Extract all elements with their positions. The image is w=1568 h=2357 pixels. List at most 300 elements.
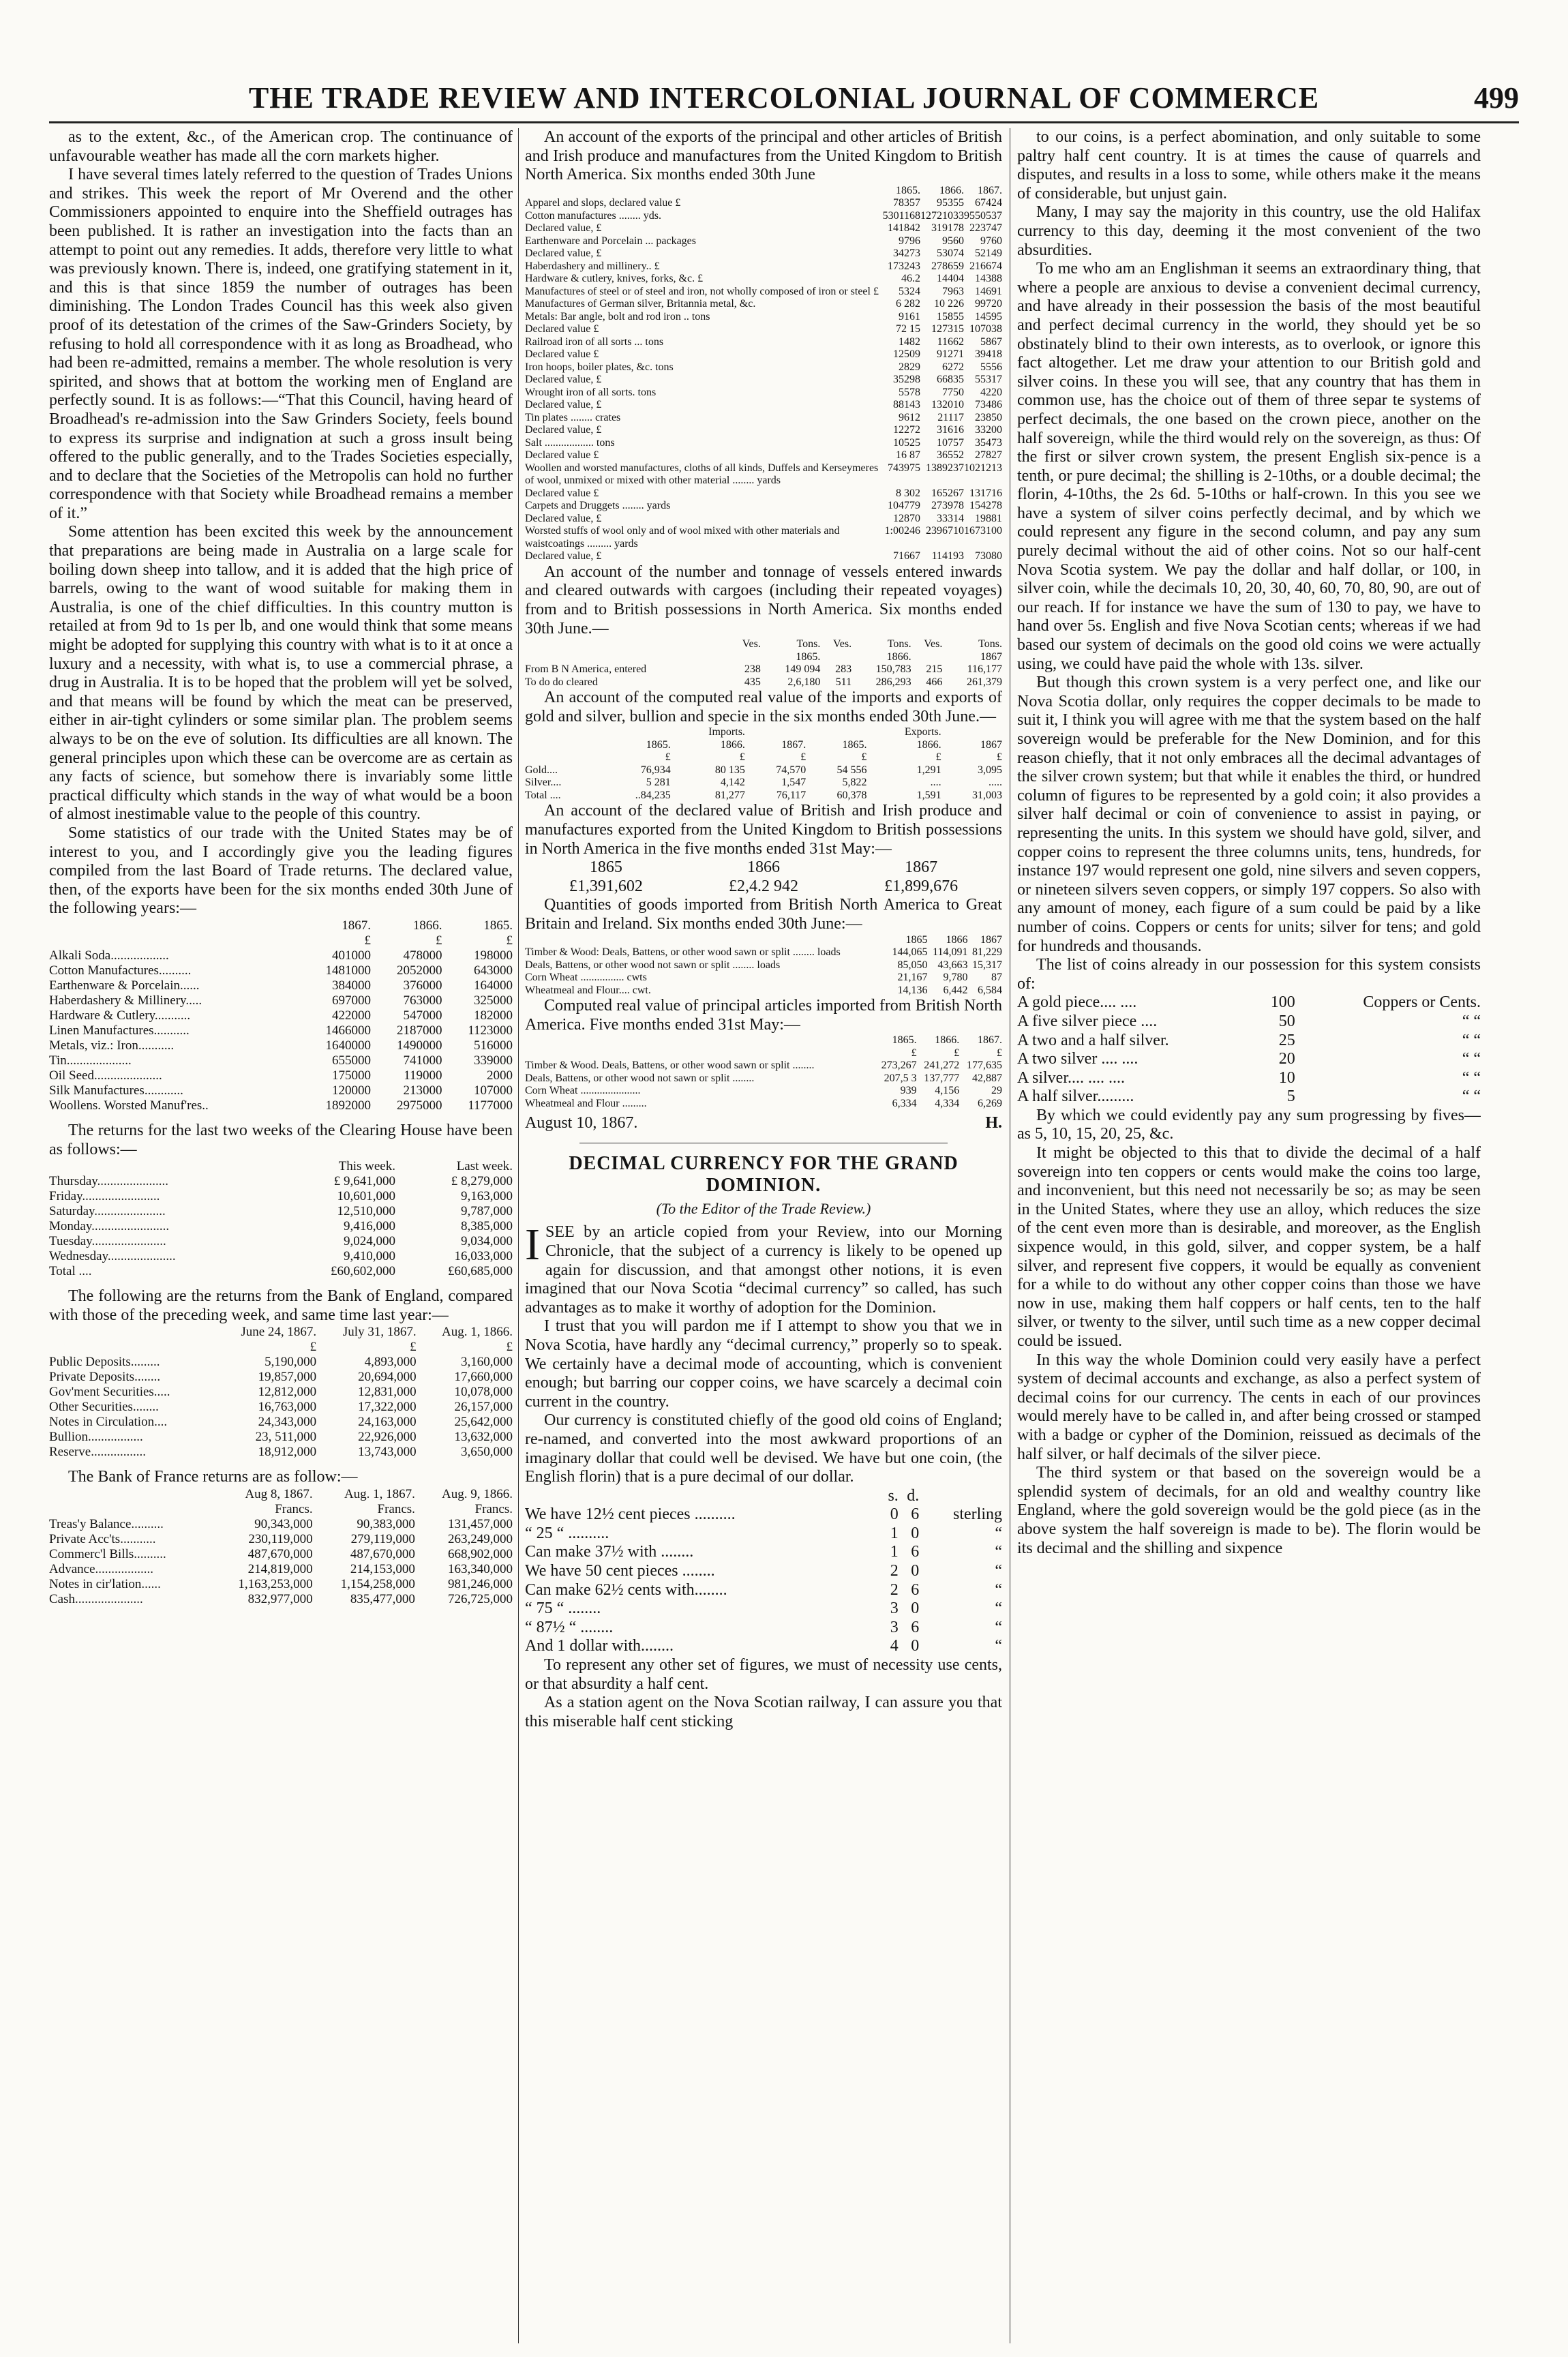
table-row — [49, 1355, 513, 1370]
cell-value — [745, 726, 806, 739]
cell-value: 1867. — [978, 1034, 1002, 1047]
row-label: Hardware & cutlery, knives, forks, &c. £ — [525, 273, 704, 285]
cell-value: 21,167 — [897, 972, 928, 983]
table-row — [525, 1600, 1002, 1619]
cell-value: 12509 — [893, 348, 920, 361]
cell-value: 6,334 — [892, 1097, 917, 1109]
paragraph: Many, I may say the majority in this country, use the old Halifax currency to this day, deeming it the most convenient of the two absurdities. — [1017, 203, 1481, 259]
cell-value: 120000 — [332, 1083, 372, 1098]
cell-value: Aug. 1, 1867. — [344, 1486, 415, 1501]
cell-value: 90,383,000 — [357, 1516, 415, 1531]
cell-value: £ 9,641,000 — [333, 1174, 395, 1189]
column-3-paragraphs — [1017, 128, 1481, 993]
cell-value: 76,117 — [776, 789, 806, 801]
cell-value: £ — [436, 933, 442, 948]
cell-value: 29 — [991, 1085, 1002, 1097]
article-paragraph-2: I trust that you will pardon me if I attempt to show you that we in Nova Scotia, have hardly any “decimal currency,” properly so to speak. We certainly have a decimal mode of accounting, which is convenient enough; but barring our copper coins, we have scarcely a decimal coin current in the country. — [525, 1317, 1002, 1411]
cell-value: 131,457,000 — [448, 1516, 513, 1531]
cell-value: 13,743,000 — [358, 1445, 417, 1460]
table-header-row — [525, 726, 1002, 739]
table-row — [525, 462, 1002, 487]
cell-value: July 31, 1867. — [342, 1325, 417, 1340]
row-label: Declared value £ — [525, 323, 599, 335]
cell-value: 1865 — [905, 933, 928, 946]
cell-value: 278659 — [931, 260, 964, 272]
cell-value: s. — [888, 1486, 899, 1505]
table-row — [525, 449, 1002, 462]
row-label: Carpets and Druggets ........ yards — [525, 500, 671, 512]
paragraph: It might be objected to this that to divide the decimal of a half sovereign into ten coppers or cents would make the coins too large, and inconvenient, but this need not necessarily be so; as may be seen in the United States, where they use an alloy, which reduces the size of the cent even more than is desirable, and moreover, as the English sixpence would, in this gold, silver, and copper system, be a half silver, and represent five coppers, it would be equally as convenient for a while to do without any other copper coins than those we have now in use, making them half coppers or half cents, ten to the half silver, or twenty to the silver, until such time as a new copper decimal could be issued. — [1017, 1144, 1481, 1350]
cell-value: Imports. — [708, 726, 745, 738]
row-label: Total .... — [49, 1264, 92, 1279]
cell-value: 7750 — [942, 386, 964, 398]
cell-value: £ — [665, 751, 671, 764]
cell-value: 114,091 — [933, 946, 968, 958]
coin-list-table — [1017, 993, 1481, 1107]
cell-value: 116,177 — [967, 663, 1002, 676]
row-label: Tin.................... — [49, 1053, 132, 1068]
row-label: From B N America, entered — [525, 663, 647, 676]
cell-value: 273,267 — [881, 1060, 917, 1072]
cell-value: 132010 — [931, 399, 964, 411]
cell-value: 5867 — [980, 335, 1002, 348]
quantities-intro: Quantities of goods imported from British North America to Great Britain and Ireland. Six months ended 30th June:— — [525, 896, 1002, 933]
cell-value: 175000 — [332, 1068, 372, 1083]
paragraph: to our coins, is a perfect abomination, and only suitable to some paltry half cent country. It is at times the cause of quarrels and disputes, and results in a loss to some, while others make it the means of considerable, but unjust gain. — [1017, 128, 1481, 202]
cell-value: 12272 — [893, 424, 920, 436]
cell-value: 34273 — [893, 247, 920, 260]
cell-value: 478000 — [403, 948, 442, 963]
cell-value: 14691 — [975, 285, 1002, 297]
computed-intro: Computed real value of principal articles imported from British North America. Five months ended 31st May:— — [525, 997, 1002, 1034]
cell-value: 76,934 — [640, 764, 671, 776]
cell-value: 0 — [911, 1637, 920, 1655]
cell-value: 35473 — [975, 436, 1002, 449]
table-header-row — [525, 185, 1002, 198]
cell-value: 763000 — [403, 993, 442, 1008]
table-row — [49, 1249, 513, 1264]
cell-value: 73080 — [975, 550, 1002, 562]
table-row — [525, 361, 1002, 374]
row-label: Apparel and slops, declared value £ — [525, 197, 681, 209]
cell-value: £ — [997, 1047, 1002, 1059]
article-paragraph-5: As a station agent on the Nova Scotian railway, I can assure you that this miserable half cent sticking — [525, 1694, 1002, 1730]
cell-value: “ “ — [1462, 1031, 1481, 1049]
table-row — [525, 1505, 1002, 1525]
cell-value: 4,156 — [935, 1085, 960, 1097]
cell-value: 100 — [1270, 993, 1295, 1012]
paragraph: Some statistics of our trade with the United States may be of interest to you, and I accordingly give you the leading figures compiled from the last Board of Trade returns. The declared value, then, of the exports have been for the six months ended 30th June of the following years:— — [49, 824, 513, 918]
cell-value: 1,291 — [916, 764, 941, 776]
coins-table — [525, 1487, 1002, 1656]
table-row — [525, 500, 1002, 513]
cell-value: This week. — [338, 1159, 395, 1174]
cell-value: 238 — [744, 663, 761, 676]
paragraph: The list of coins already in our possession for this system consists of: — [1017, 956, 1481, 993]
row-label: Total .... — [525, 789, 561, 801]
row-label: £1,391,602 — [569, 877, 643, 895]
table-row — [525, 1060, 1002, 1072]
row-label: Deals, Battens, or other wood not sawn or split ........ loads — [525, 959, 781, 971]
cell-value: 127315 — [931, 323, 964, 335]
cell-value: 9,024,000 — [344, 1234, 395, 1249]
cell-value: 1,591 — [916, 789, 941, 801]
table-row — [525, 311, 1002, 324]
cell-value: 23850 — [975, 411, 1002, 423]
cell-value: 24,343,000 — [258, 1415, 317, 1430]
table-row — [525, 487, 1002, 500]
table-row — [49, 1385, 513, 1400]
cell-value — [941, 726, 1002, 739]
cell-value: 31616 — [937, 424, 964, 436]
column-3 — [1017, 128, 1481, 2343]
cell-value: 36552 — [937, 449, 964, 462]
table-row — [49, 1370, 513, 1385]
row-label: Declared value, £ — [525, 399, 602, 411]
cell-value: 17,322,000 — [358, 1400, 417, 1415]
table-row — [1017, 1087, 1481, 1107]
signature-line — [525, 1114, 1002, 1133]
cell-value: 1865. — [842, 738, 867, 751]
cell-value: £60,685,000 — [448, 1264, 513, 1279]
row-label: Commerc'l Bills.......... — [49, 1546, 166, 1561]
cell-value: 9,410,000 — [344, 1249, 395, 1264]
cell-value — [820, 651, 851, 664]
table-header-row — [49, 1502, 513, 1517]
table-row — [49, 1547, 513, 1562]
table-header-row — [525, 751, 1002, 764]
row-label — [525, 739, 599, 752]
header-rule — [49, 121, 1519, 123]
cell-value: 74,570 — [776, 764, 806, 776]
cell-value: 19,857,000 — [258, 1370, 317, 1385]
cell-value: 9161 — [899, 310, 920, 322]
article-byline: (To the Editor of the Trade Review.) — [656, 1199, 871, 1217]
cell-value: 1482 — [899, 335, 920, 348]
cell-value: 741000 — [403, 1053, 442, 1068]
row-label: Deals, Battens, or other wood not sawn or split ........ — [525, 1072, 755, 1084]
cell-value: 4 — [890, 1637, 899, 1655]
cell-value: 21117 — [937, 411, 964, 423]
table-row — [525, 437, 1002, 450]
cell-value: 1892000 — [325, 1098, 372, 1113]
cell-value: 1865. — [796, 650, 821, 663]
row-label: Private Acc'ts........... — [49, 1531, 156, 1546]
cell-value: 1867 — [980, 738, 1002, 751]
cell-value: 743975 — [888, 462, 920, 474]
table-row — [49, 1068, 513, 1083]
table-header-row — [525, 638, 1002, 651]
cell-value: 511 — [835, 676, 852, 688]
cell-value: 214,153,000 — [350, 1561, 415, 1576]
row-label: Earthenware and Porcelain ... packages — [525, 235, 696, 247]
cell-value: 207,5 3 — [884, 1072, 917, 1084]
table-row — [49, 1415, 513, 1430]
row-label: Hardware & Cutlery........... — [49, 1008, 191, 1023]
cell-value: 0 — [911, 1562, 920, 1580]
table-row — [525, 247, 1002, 260]
cell-value: sterling — [953, 1505, 1002, 1524]
cell-value: 14388 — [975, 273, 1002, 285]
cell-value: 5578 — [899, 386, 920, 398]
cell-value: “ — [995, 1600, 1002, 1618]
paragraph: By which we could evidently pay any sum progressing by fives—as 5, 10, 15, 20, 25, &c. — [1017, 1106, 1481, 1143]
cell-value: 149 094 — [785, 663, 821, 676]
row-label — [49, 1159, 278, 1174]
cell-value: 279,119,000 — [350, 1531, 415, 1546]
cell-value: 2,6,180 — [787, 676, 821, 688]
paragraph: To me who am an Englishman it seems an extraordinary thing, that where a people are anxious to devise a convenient decimal currency, and have already in their possession the basis of the most beautiful and perfect decimal currency in the world, they should yet be so obstinately blind to their own interests, as to overlook, or ignore this fact altogether. Let me draw your attention to our British gold and silver coins. In these you will see, that any country that has them in common use, has the choice out of them of three separ te systems of perfect decimals, the one based on the crown piece, another on the half sovereign, while the third would rely on the sovereign, as thus: Of the first or silver crown system, the present English six-pence is a tenth, or pure decimal; the shilling is 2-10ths, or a double decimal; the florin, 4-10ths, the 2s 6d. 5-10ths or half-crown. In this you see we have a system of silver coins perfectly decimal, and by which we could represent any figure in the second column, and pay any sum purely decimal without the aid of other coins. Not so our half-cent Nova Scotia system. We pay the dollar and half dollar, or 100, in silver coin, while the decimals 10, 20, 30, 40, 60, 70, 80, 90, are out of our reach. If for instance we have the sum of 130 to pay, we have to hand over 5s. English and five Nova Scotian cents; whereas if we had based our system of decimals on the good old coins we were actually using, we could have paid the whole with 13s. silver. — [1017, 260, 1481, 673]
row-label — [525, 638, 729, 651]
cell-value: 25,642,000 — [454, 1415, 513, 1430]
cell-value: “ — [995, 1618, 1002, 1636]
cell-value: 6,442 — [943, 984, 968, 996]
table-row — [49, 1532, 513, 1547]
table-row — [49, 1189, 513, 1204]
table-row — [525, 1085, 1002, 1098]
cell-value: 90,343,000 — [254, 1516, 313, 1531]
cell-value: 87 — [991, 972, 1002, 983]
cell-value: 1866 — [946, 933, 968, 946]
cell-value: 516000 — [474, 1038, 513, 1053]
quantities-table — [525, 934, 1002, 997]
cell-value: Exports. — [904, 726, 941, 738]
table-header-row — [49, 1340, 513, 1355]
cell-value: 73486 — [975, 399, 1002, 411]
cell-value: 39418 — [975, 348, 1002, 361]
cell-value: 91271 — [937, 348, 964, 361]
row-label: A half silver......... — [1017, 1087, 1134, 1106]
cell-value: 54 556 — [836, 764, 867, 776]
cell-value: “ “ — [1462, 1012, 1481, 1030]
cell-value: 376000 — [403, 978, 442, 993]
row-label — [525, 1034, 874, 1047]
cell-value: Aug 8, 1867. — [245, 1486, 313, 1501]
row-label: Oil Seed..................... — [49, 1068, 162, 1083]
cell-value: 11662 — [937, 335, 964, 348]
table-row — [525, 197, 1002, 210]
cell-value: 1867. — [781, 738, 806, 751]
row-label: Timber & Wood. Deals, Battens, or other wood sawn or split ........ — [525, 1060, 815, 1072]
cell-value: 263,249,000 — [448, 1531, 513, 1546]
cell-value: 339000 — [474, 1053, 513, 1068]
cell-value — [911, 651, 943, 664]
table-row — [1017, 1050, 1481, 1069]
row-label: A gold piece.... .... — [1017, 993, 1137, 1012]
drop-cap: I — [525, 1220, 540, 1270]
cell-value: 198000 — [474, 948, 513, 963]
exports-us-table — [49, 918, 513, 1113]
cell-value: 3 — [890, 1600, 899, 1618]
declared-value-table — [525, 858, 1002, 896]
cell-value: 487,670,000 — [350, 1546, 415, 1561]
row-label: Declared value £ — [525, 348, 599, 361]
row-label: Declared value £ — [525, 449, 599, 462]
row-label: Woollens. Worsted Manuf'res.. — [49, 1098, 209, 1113]
cell-value: “ — [995, 1637, 1002, 1655]
cell-value: £60,602,000 — [331, 1264, 395, 1279]
cell-value: 261,379 — [967, 676, 1002, 688]
table-row — [49, 993, 513, 1008]
cell-value: 1867 — [980, 933, 1002, 946]
cell-value: 10757 — [937, 436, 964, 449]
table-row — [1017, 1032, 1481, 1051]
article-paragraph-3: Our currency is constituted chiefly of the good old coins of England; re-named, and converted into the most awkward proportions of an imaginary dollar that could well be devised. We have but one coin, (the English florin) that is a pure decimal of our dollar. — [525, 1411, 1002, 1486]
cell-value: 9,034,000 — [461, 1234, 513, 1249]
cell-value: Francs. — [474, 1501, 513, 1516]
table-row — [525, 323, 1002, 336]
table-row — [49, 1038, 513, 1053]
table-row — [525, 972, 1002, 985]
cell-value: 325000 — [474, 993, 513, 1008]
cell-value: 9550537 — [964, 209, 1002, 222]
row-label — [525, 751, 599, 764]
cell-value: £ 8,279,000 — [451, 1174, 513, 1189]
row-label: Can make 62½ cents with........ — [525, 1580, 727, 1599]
cell-value: 0 — [911, 1600, 920, 1618]
paragraph: Some attention has been excited this week by the announcement that preparations are being made in Australia on a large scale for boiling down sheep into tallow, and it is added that the high price of barrels, owing to the want of wood suitable for making them in Australia, is one of the chief difficulties. In this country mutton is retailed at from 9d to 1s per lb, and one would think that some means might be adopted for supplying this country with what is to it at once a luxury and a necessity, with what is, to use a commercial phrase, a drug in Australia. It is to be hoped that the problem will yet be solved, and that means will be found by which the meat can be preserved, either in air-tight cylinders or some similar plan. The problem seems always to be on the eve of solution. Its difficulties are all known. The general principles upon which these can be overcome are as certain as any facts of science, but somehow there is invariably some little practical difficulty which stands in the way of what would be a boon of almost inestimable value to the people of this country. — [49, 523, 513, 824]
table-row — [525, 336, 1002, 349]
cell-value: 1 — [890, 1524, 899, 1542]
cell-value: d. — [907, 1486, 920, 1505]
row-label: Monday........................ — [49, 1219, 170, 1234]
cell-value: 1866. — [720, 738, 745, 751]
row-label: 1865 — [589, 858, 622, 877]
cell-value: £ — [935, 751, 941, 764]
cell-value: 53074 — [937, 247, 964, 260]
cell-value: 422000 — [332, 1008, 372, 1023]
table-row — [49, 1008, 513, 1023]
column-1 — [49, 128, 513, 2343]
table-row — [49, 1400, 513, 1415]
paragraph: as to the extent, &c., of the American crop. The continuance of unfavourable weather has made all the corn markets higher. — [49, 128, 513, 165]
cell-value — [919, 1487, 1002, 1506]
row-label: “ 75 “ ........ — [525, 1600, 601, 1618]
row-label: Cotton manufactures ........ yds. — [525, 209, 661, 222]
cell-value: 1:00246 — [884, 525, 920, 537]
table-row — [525, 764, 1002, 777]
table-row — [525, 877, 1002, 897]
cell-value: 27827 — [975, 449, 1002, 462]
cell-value: 67424 — [975, 197, 1002, 209]
cell-value: 7963 — [942, 285, 964, 297]
row-label: Railroad iron of all sorts ... tons — [525, 335, 664, 348]
cell-value: £ — [861, 751, 867, 764]
row-label: Wrought iron of all sorts. tons — [525, 386, 657, 398]
table-row — [525, 412, 1002, 425]
row-label — [49, 1502, 210, 1517]
cell-value: “ — [995, 1580, 1002, 1599]
row-label: Metals: Bar angle, bolt and rod iron .. tons — [525, 310, 710, 322]
row-label: Friday........................ — [49, 1189, 160, 1204]
cell-value: 2000 — [487, 1068, 513, 1083]
table-row — [525, 525, 1002, 550]
cell-value: 150,783 — [875, 663, 911, 676]
cell-value: 19881 — [975, 512, 1002, 524]
cell-value: 23, 511,000 — [255, 1430, 317, 1445]
cell-value: 1865. — [483, 918, 513, 933]
cell-value: 215 — [926, 663, 943, 676]
cell-value: 131716 — [969, 487, 1002, 499]
bank-intro: The following are the returns from the Bank of England, compared with those of the preceding week, and same time last year:— — [49, 1287, 513, 1324]
cell-value: 1490000 — [397, 1038, 442, 1053]
cell-value: 15,317 — [972, 959, 1002, 971]
table-row — [1017, 1012, 1481, 1032]
column-rule-1 — [518, 128, 519, 2343]
masthead — [49, 80, 1519, 121]
cell-value: 1673100 — [964, 525, 1002, 537]
cell-value: 547000 — [403, 1008, 442, 1023]
cell-value: 3,650,000 — [461, 1445, 513, 1460]
row-label: And 1 dollar with........ — [525, 1637, 674, 1655]
cell-value: 81,229 — [972, 946, 1002, 958]
cell-value: 1640000 — [325, 1038, 372, 1053]
cell-value: 5 281 — [646, 777, 671, 789]
cell-value: 0 — [911, 1524, 920, 1542]
table-header-row — [49, 1159, 513, 1174]
cell-value: 60,378 — [836, 789, 867, 801]
cell-value: 6 — [911, 1543, 920, 1561]
table-row — [525, 273, 1002, 286]
cell-value: £1,899,676 — [884, 877, 959, 895]
cell-value — [599, 726, 671, 739]
row-label: Gov'ment Securities..... — [49, 1385, 170, 1400]
row-label: Wheatmeal and Flour ......... — [525, 1097, 647, 1109]
table-row — [525, 1619, 1002, 1638]
cell-value: 4,142 — [720, 777, 745, 789]
cell-value: 1466000 — [325, 1023, 372, 1038]
cell-value: 3 — [890, 1618, 899, 1636]
row-label: A two and a half silver. — [1017, 1031, 1169, 1049]
cell-value: 401000 — [332, 948, 372, 963]
cell-value: 25 — [1278, 1031, 1295, 1049]
row-label: We have 12½ cent pieces .......... — [525, 1505, 736, 1524]
cell-value: 165267 — [931, 487, 964, 499]
table-row — [525, 1098, 1002, 1111]
cell-value: 35298 — [893, 374, 920, 386]
table-row — [525, 424, 1002, 437]
row-label: Wheatmeal and Flour.... cwt. — [525, 984, 651, 996]
cell-value: 9,416,000 — [344, 1219, 395, 1234]
row-label: Notes in Circulation.... — [49, 1415, 168, 1430]
row-label: Can make 37½ with ........ — [525, 1543, 694, 1561]
row-label: Declared value, £ — [525, 222, 602, 235]
cell-value: 104779 — [888, 500, 920, 512]
table-total-row — [525, 790, 1002, 802]
row-label: Bullion................. — [49, 1430, 143, 1445]
cell-value: 173243 — [888, 260, 920, 272]
row-label: Public Deposits......... — [49, 1355, 160, 1370]
cell-value: 6 282 — [896, 298, 920, 310]
table-row — [1017, 1069, 1481, 1088]
cell-value: 31,003 — [972, 789, 1002, 801]
cell-value: Francs. — [275, 1501, 313, 1516]
cell-value: 12721033 — [920, 209, 964, 222]
bullion-intro: An account of the computed real value of the imports and exports of gold and silver, bullion and specie in the six months ended 30th June.— — [525, 689, 1002, 725]
table-row — [49, 1083, 513, 1098]
table-row — [525, 374, 1002, 387]
row-label — [525, 651, 729, 664]
cell-value: Last week. — [456, 1159, 513, 1174]
row-label: To do do cleared — [525, 676, 598, 688]
paragraph: The third system or that based on the sovereign would be a splendid system of decimals, for an old and wealthy country like England, where the gold sovereign would be the gold piece (as in the above system the half sovereign is made to be). The florin would be its decimal and the shilling and sixpence — [1017, 1464, 1481, 1557]
article-title: DECIMAL CURRENCY FOR THE GRAND DOMINION. — [569, 1152, 959, 1196]
cell-value: 1123000 — [468, 1023, 513, 1038]
row-label: Alkali Soda.................. — [49, 948, 169, 963]
clearing-intro: The returns for the last two weeks of the Clearing House have been as follows:— — [49, 1121, 513, 1158]
cell-value: 10,078,000 — [454, 1385, 513, 1400]
row-label — [49, 1325, 213, 1340]
